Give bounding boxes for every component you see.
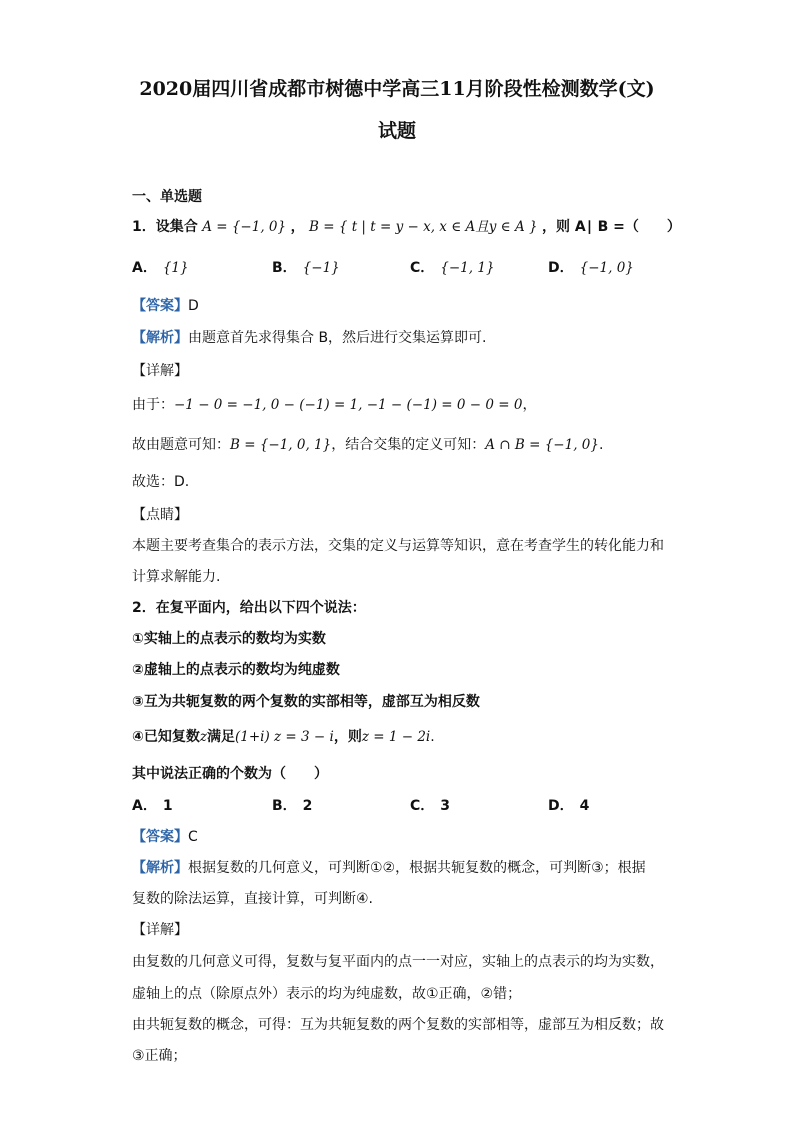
q1-answer — [132, 297, 199, 315]
q1-stem-prefix: 1．设集合 — [132, 219, 198, 235]
q2-statement-3: ③互为共轭复数的两个复数的实部相等，虚部互为相反数 — [132, 694, 480, 710]
q1-analysis-tag: 【解析】 — [132, 330, 188, 346]
q1-remark-line-1: 本题主要考查集合的表示方法，交集的定义与运算等知识，意在考查学生的转化能力和 — [132, 538, 664, 554]
q2-statement-2: ②虚轴上的点表示的数均为纯虚数 — [132, 662, 340, 678]
q1-stem-suffix: ，则 A∣ B =（ ） — [542, 219, 681, 235]
q2-statement-1: ①实轴上的点表示的数均为实数 — [132, 631, 326, 647]
q2-analysis-line-2: 复数的除法运算，直接计算，可判断④. — [132, 891, 373, 907]
q1-option-a: A． {1} — [132, 260, 189, 276]
q2-option-d: D． 4 — [548, 798, 590, 814]
q1-set-a: A = {−1, 0} — [202, 219, 287, 235]
q1-remark-line-2: 计算求解能力. — [132, 569, 221, 585]
q1-set-b: B = { t | t = y − x, x ∈ A且y ∈ A } — [309, 219, 538, 235]
q2-detail-tag: 【详解】 — [132, 922, 188, 938]
q2-answer — [132, 828, 198, 846]
q1-detail-tag: 【详解】 — [132, 363, 188, 379]
q2-detail-line-1: 由复数的几何意义可得，复数与复平面内的点一一对应，实轴上的点表示的均为实数， — [132, 954, 664, 970]
q2-question: 其中说法正确的个数为（ ） — [132, 766, 328, 782]
q1-answer-value: D — [188, 298, 199, 314]
q1-stem: 1．设集合 A = {−1, 0} ， B = { t | t = y − x, x ∈ A且y ∈ A } ，则 A∣ B =（ ） — [132, 219, 681, 235]
q1-analysis: 【解析】由题意首先求得集合 B，然后进行交集运算即可. — [132, 330, 487, 346]
q1-choose: 故选：D. — [132, 474, 190, 490]
q2-option-a: A． 1 — [132, 798, 173, 814]
q2-detail-line-2: 虚轴上的点（除原点外）表示的均为纯虚数，故①正确，②错； — [132, 986, 522, 1002]
q2-analysis-tag: 【解析】 — [132, 860, 188, 876]
q1-detail-line-1: 由于：−1 − 0 = −1, 0 − (−1) = 1, −1 − (−1) = 0 − 0 = 0， — [132, 397, 537, 413]
q1-option-b: B． {−1} — [272, 260, 340, 276]
q1-answer-tag: 【答案】 — [132, 298, 188, 314]
q2-option-b: B． 2 — [272, 798, 313, 814]
q2-answer-tag: 【答案】 — [132, 829, 188, 845]
document-title-line-1: 2020届四川省成都市树德中学高三11月阶段性检测数学(文) — [139, 78, 655, 100]
q1-remark-tag: 【点睛】 — [132, 507, 188, 523]
q2-analysis-line-1: 【解析】根据复数的几何意义，可判断①②，根据共轭复数的概念，可判断③；根据 — [132, 860, 646, 876]
q2-detail-line-4: ③正确； — [132, 1048, 187, 1064]
q2-stem: 2．在复平面内，给出以下四个说法： — [132, 600, 366, 616]
q1-option-c: C． {−1, 1} — [410, 260, 495, 276]
document-title-line-2: 试题 — [377, 120, 416, 142]
q1-option-d: D． {−1, 0} — [548, 260, 634, 276]
q2-option-c: C． 3 — [410, 798, 451, 814]
q1-detail-line-2: 故由题意可知：B = {−1, 0, 1}，结合交集的定义可知：A ∩ B = {−1, 0}. — [132, 437, 604, 453]
q2-answer-value: C — [188, 829, 198, 845]
q2-detail-line-3: 由共轭复数的概念，可得：互为共轭复数的两个复数的实部相等，虚部互为相反数；故 — [132, 1017, 664, 1033]
q2-statement-4: ④已知复数z满足(1+i) z = 3 − i，则z = 1 − 2i. — [132, 729, 435, 745]
section-heading: 一、单选题 — [132, 189, 202, 205]
